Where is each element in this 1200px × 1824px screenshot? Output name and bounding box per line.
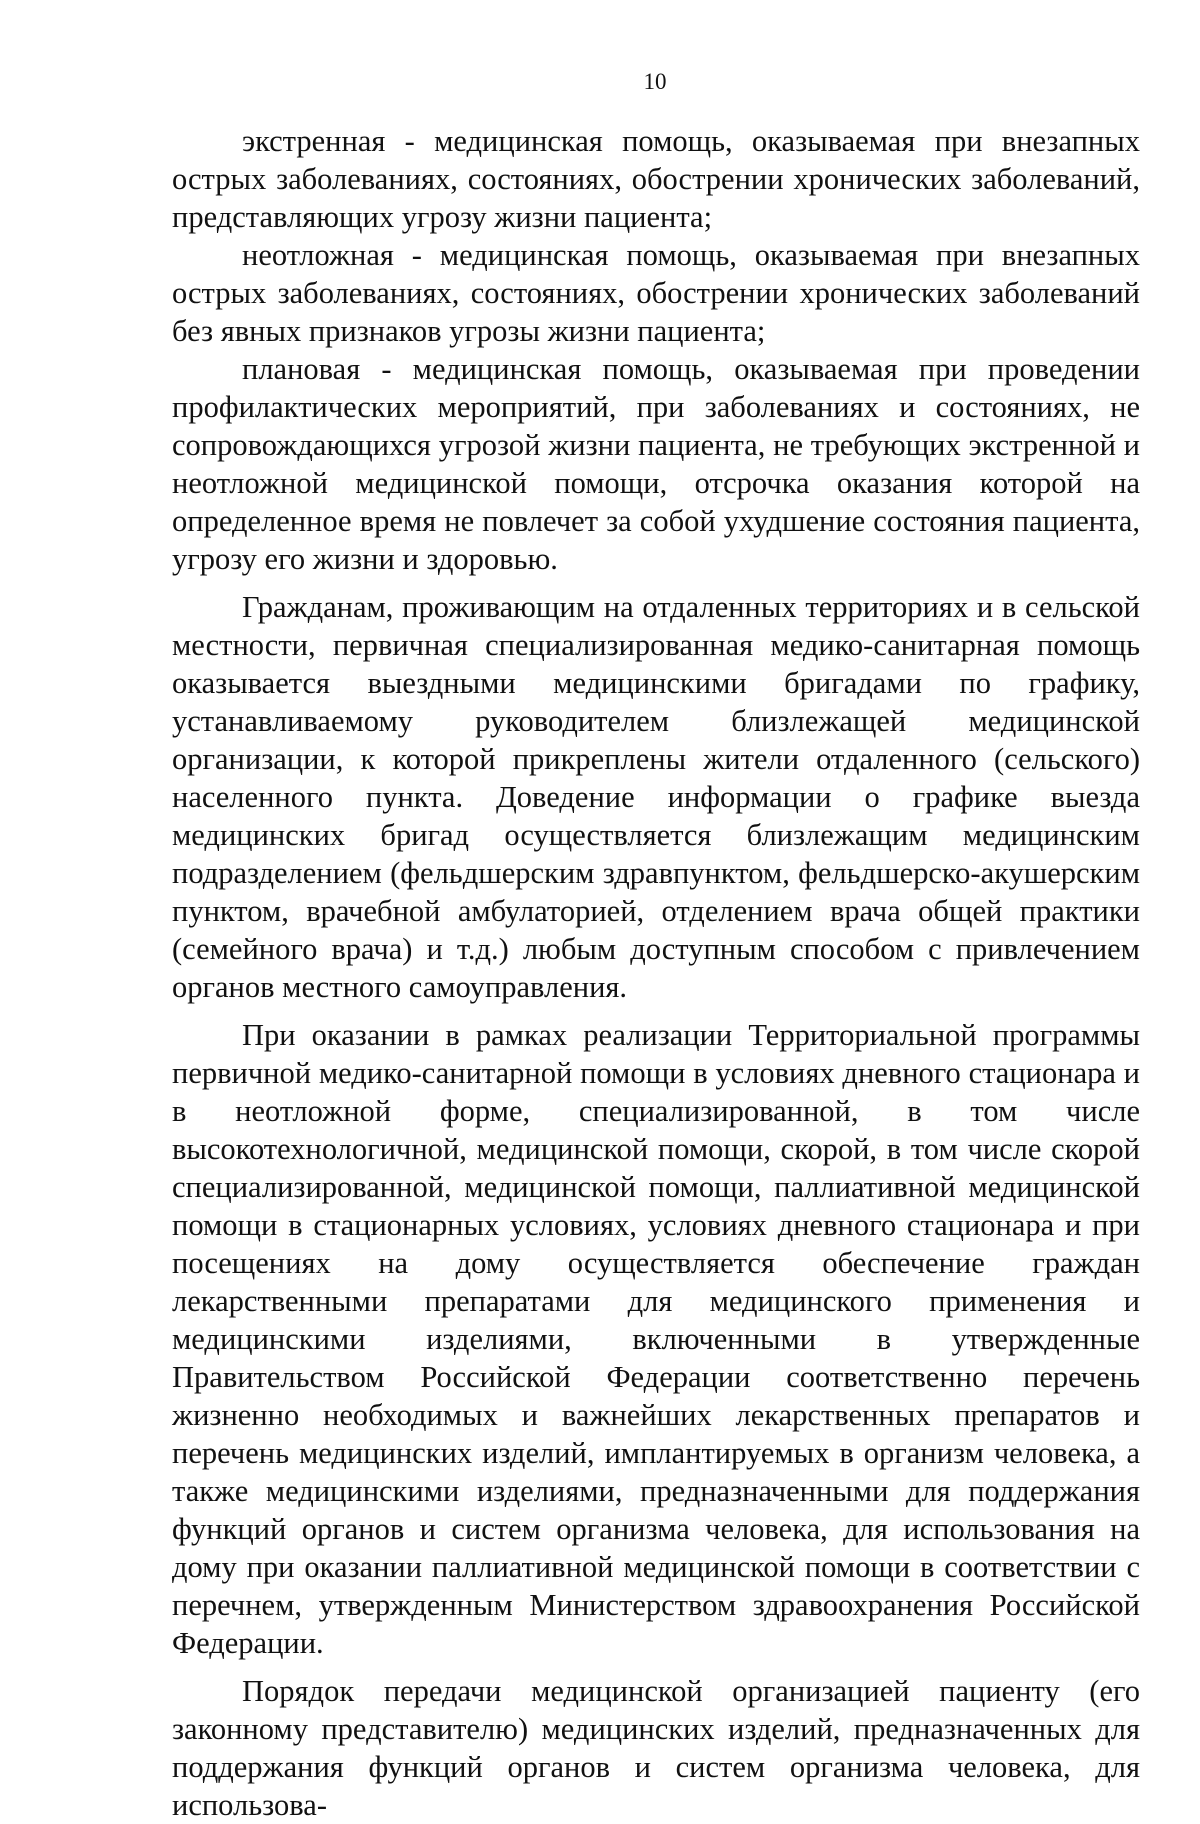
paragraph-emergency-care: экстренная - медицинская помощь, оказываемая при внезапных острых заболеваниях, состояниях, обострении хронических заболеваний, представляющих угрозу жизни пациента; (172, 124, 1140, 234)
paragraph-urgent-care: неотложная - медицинская помощь, оказываемая при внезапных острых заболеваниях, состояниях, обострении хронических заболеваний без явных признаков угрозы жизни пациента; (172, 238, 1140, 348)
document-body (172, 122, 1140, 1824)
paragraph-medication-provision: При оказании в рамках реализации Территориальной программы первичной медико-санитарной помощи в условиях дневного стационара и в неотложной форме, специализированной, в том числе высокотехнологичной, медицинской помощи, скорой, в том числе скорой специализированной, медицинской помощи, паллиативной медицинской помощи в стационарных условиях, условиях дневного стационара и при посещениях на дому осуществляется обеспечение граждан лекарственными препаратами для медицинского применения и медицинскими изделиями, включенными в утвержденные Правительством Российской Федерации соответственно перечень жизненно необходимых и важнейших лекарственных препаратов и перечень медицинских изделий, имплантируемых в организм человека, а также медицинскими изделиями, предназначенными для поддержания функций органов и систем организма человека, для использования на дому при оказании паллиативной медицинской помощи в соответствии с перечнем, утвержденным Министерством здравоохранения Российской Федерации. (172, 1018, 1140, 1660)
page-number: 10 (643, 69, 667, 94)
paragraph-remote-territories: Гражданам, проживающим на отдаленных территориях и в сельской местности, первичная специализированная медико-санитарная помощь оказывается выездными медицинскими бригадами по графику, устанавливаемому руководителем близлежащей медицинской организации, к которой прикреплены жители отдаленного (сельского) населенного пункта. Доведение информации о графике выезда медицинских бригад осуществляется близлежащим медицинским подразделением (фельдшерским здравпунктом, фельдшерско-акушерским пунктом, врачебной амбулаторией, отделением врача общей практики (семейного врача) и т.д.) любым доступным способом с привлечением органов местного самоуправления. (172, 590, 1140, 1004)
paragraph-device-transfer: Порядок передачи медицинской организацией пациенту (его законному представителю) медицинских изделий, предназначенных для поддержания функций органов и систем организма человека, для использова- (172, 1674, 1140, 1822)
paragraph-planned-care: плановая - медицинская помощь, оказываемая при проведении профилактических мероприятий, при заболеваниях и состояниях, не сопровождающихся угрозой жизни пациента, не требующих экстренной и неотложной медицинской помощи, отсрочка оказания которой на определенное время не повлечет за собой ухудшение состояния пациента, угрозу его жизни и здоровью. (172, 352, 1140, 576)
